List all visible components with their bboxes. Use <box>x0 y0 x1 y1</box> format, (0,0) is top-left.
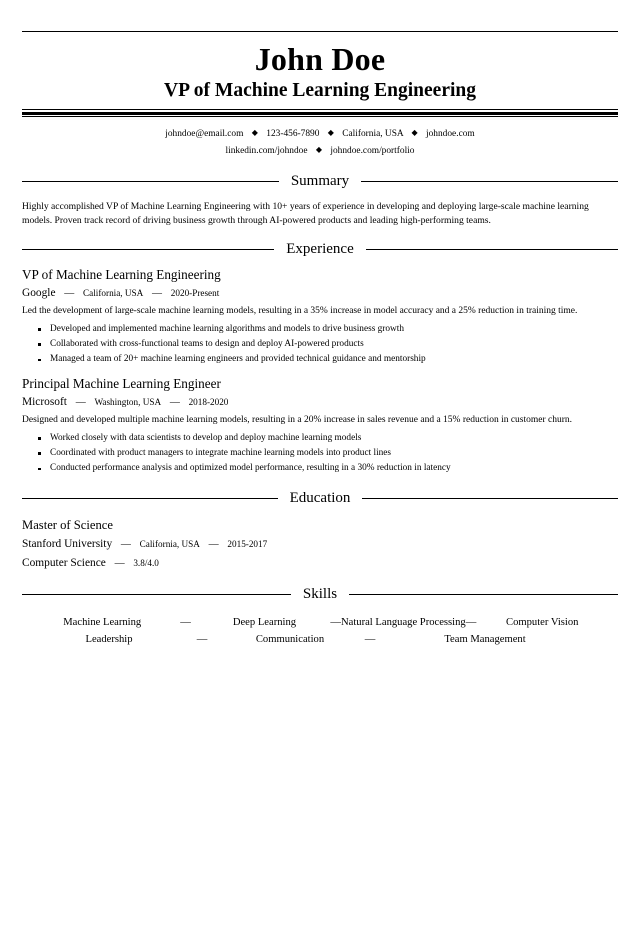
meta-separator: — <box>64 288 75 300</box>
education-location: California, USA <box>139 539 200 550</box>
skills-row <box>44 614 596 631</box>
education-meta <box>22 536 618 553</box>
contact-line-secondary <box>22 142 618 159</box>
diamond-icon: ◆ <box>315 145 323 154</box>
experience-entry <box>22 376 618 476</box>
experience-description: Designed and developed multiple machine learning models, resulting in a 20% increase in sales revenue and a 15% reduction in customer churn. <box>22 415 573 426</box>
rule-left <box>22 594 291 595</box>
skill-item: Natural Language Processing <box>340 617 466 629</box>
experience-bullet-list <box>22 322 618 368</box>
skill-separator: — <box>196 634 208 646</box>
education-degree: Master of Science <box>22 518 113 533</box>
education-heading-label: Education <box>289 490 351 507</box>
header-top-rule <box>22 31 618 32</box>
education-field-row <box>22 555 618 572</box>
experience-heading-label: Experience <box>286 241 354 258</box>
summary-text: Highly accomplished VP of Machine Learning Engineering with 10+ years of experience in developing and deploying large-scale machine learning models. Proven track record of driving business growth through AI-powered products and leading high-performing teams. <box>22 201 589 226</box>
rule-right <box>366 249 618 250</box>
experience-company: Google <box>22 287 56 300</box>
section-heading-skills <box>22 586 618 603</box>
contact-portfolio[interactable]: johndoe.com/portfolio <box>330 146 415 156</box>
education-entry <box>22 517 618 572</box>
rule-left <box>22 249 274 250</box>
contact-phone[interactable]: 123-456-7890 <box>266 129 320 139</box>
section-heading-education <box>22 490 618 507</box>
rule-left <box>22 498 278 499</box>
skills-heading-label: Skills <box>302 586 338 603</box>
contact-line-primary <box>22 125 618 142</box>
meta-separator: — <box>152 288 163 300</box>
candidate-title: VP of Machine Learning Engineering <box>164 80 476 101</box>
skills-row <box>44 631 596 648</box>
diamond-icon: ◆ <box>327 128 334 137</box>
candidate-name: John Doe <box>254 41 386 77</box>
meta-separator: — <box>169 397 180 409</box>
experience-meta <box>22 285 618 302</box>
contact-location: California, USA <box>342 129 404 139</box>
experience-bullet-list <box>22 431 618 477</box>
diamond-icon: ◆ <box>251 128 258 137</box>
header-divider <box>22 109 618 117</box>
meta-separator: — <box>114 558 125 570</box>
skill-item: Team Management <box>444 634 526 646</box>
experience-company: Microsoft <box>22 396 67 409</box>
skill-separator: — <box>364 634 376 646</box>
skill-item: Computer Vision <box>506 617 579 629</box>
meta-separator: — <box>75 397 86 409</box>
meta-separator: — <box>120 539 131 551</box>
contact-linkedin[interactable]: linkedin.com/johndoe <box>225 146 308 156</box>
resume-page <box>0 31 640 936</box>
experience-job-title: Principal Machine Learning Engineer <box>22 376 221 392</box>
list-item: Conducted performance analysis and optimized model performance, resulting in a 30% reduction in latency <box>22 461 618 476</box>
contact-email[interactable]: johndoe@email.com <box>165 129 244 139</box>
meta-separator: — <box>208 539 219 551</box>
list-item: Collaborated with cross-functional teams to design and deploy AI-powered products <box>22 337 618 352</box>
skills-grid <box>22 614 618 648</box>
section-heading-experience <box>22 241 618 258</box>
education-gpa: 3.8/4.0 <box>133 558 159 569</box>
list-item: Coordinated with product managers to integrate machine learning models into product lines <box>22 446 618 461</box>
summary-heading-label: Summary <box>290 173 350 189</box>
skill-item-with-separators <box>318 614 488 631</box>
education-field: Computer Science <box>22 557 106 570</box>
rule-left <box>22 181 279 182</box>
skill-item: Leadership <box>85 634 133 646</box>
education-dates: 2015-2017 <box>227 539 268 550</box>
experience-location: California, USA <box>83 288 144 299</box>
skill-item: Machine Learning <box>63 617 142 629</box>
section-heading-summary <box>22 173 618 190</box>
skill-item: Communication <box>255 634 325 646</box>
experience-dates: 2018-2020 <box>188 397 229 408</box>
rule-right <box>362 498 618 499</box>
experience-meta <box>22 394 618 411</box>
skill-item: Deep Learning <box>232 617 297 629</box>
experience-dates: 2020-Present <box>170 288 220 299</box>
experience-entry <box>22 267 618 367</box>
list-item: Managed a team of 20+ machine learning engineers and provided technical guidance and mentorship <box>22 352 618 367</box>
skill-separator: — <box>465 617 477 629</box>
experience-description: Led the development of large-scale machine learning models, resulting in a 35% increase in model accuracy and a 25% reduction in training time. <box>22 306 578 317</box>
list-item: Developed and implemented machine learning algorithms and models to drive business growth <box>22 322 618 337</box>
experience-location: Washington, USA <box>94 397 162 408</box>
education-school: Stanford University <box>22 538 113 551</box>
rule-right <box>361 181 618 182</box>
experience-job-title: VP of Machine Learning Engineering <box>22 267 221 283</box>
list-item: Worked closely with data scientists to develop and deploy machine learning models <box>22 431 618 446</box>
contact-website[interactable]: johndoe.com <box>426 129 475 139</box>
rule-right <box>349 594 618 595</box>
diamond-icon: ◆ <box>411 128 418 137</box>
skill-separator: — <box>330 617 341 629</box>
skill-separator: — <box>180 617 191 629</box>
